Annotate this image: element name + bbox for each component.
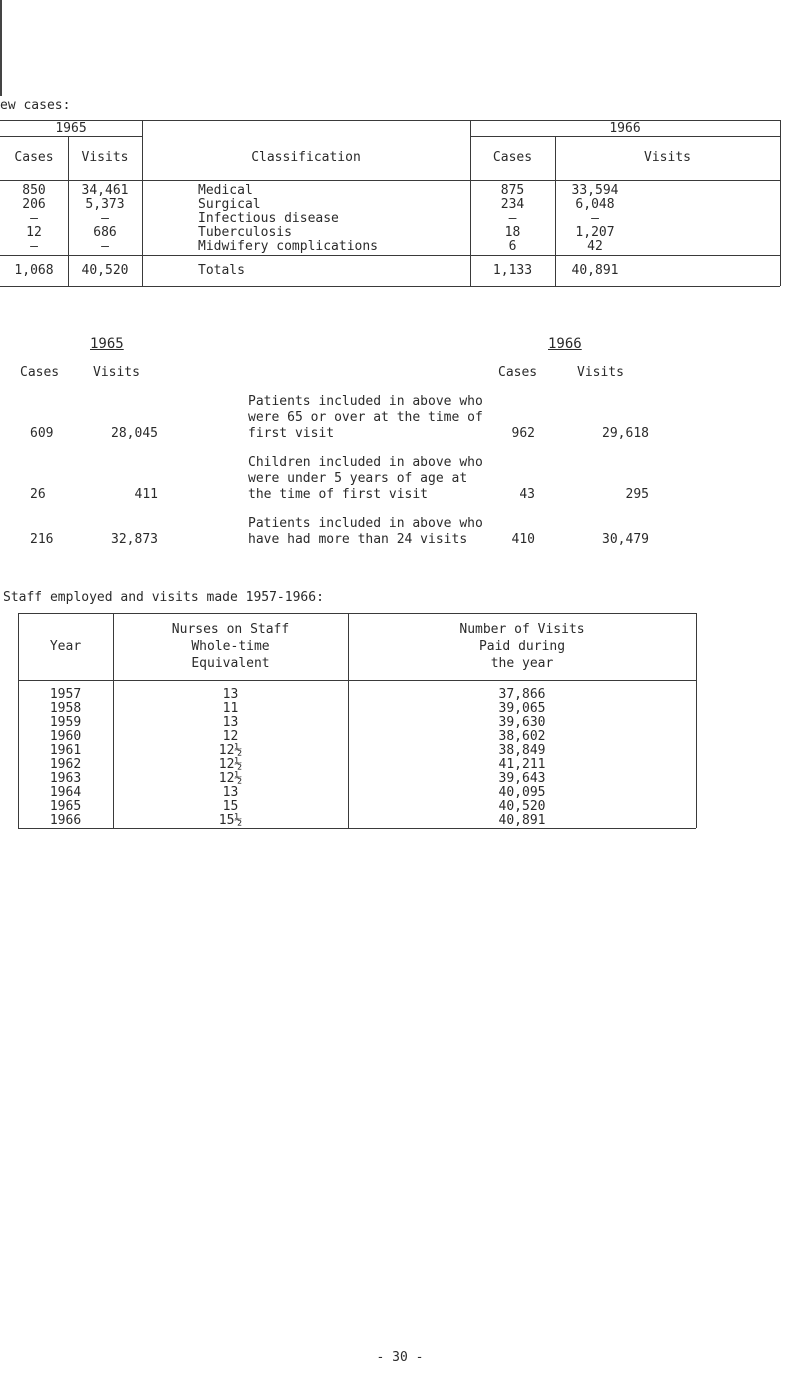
t2-top-rule	[18, 613, 696, 614]
s2-item-desc-line: Children included in above who	[248, 455, 483, 470]
t2-cell-year: 1961	[49, 743, 82, 758]
t1-cell-cases-1966: –	[508, 211, 517, 226]
staff-heading: Staff employed and visits made 1957-1966:	[3, 590, 324, 605]
t2-cell-nurses: 13	[222, 687, 239, 702]
t1-total-cases-1966: 1,133	[492, 263, 533, 278]
s2-item-desc-line: first visit	[248, 426, 335, 441]
s2-item-desc-line: were under 5 years of age at	[248, 471, 468, 486]
t2-cell-nurses: 15	[222, 799, 239, 814]
t2-cell-year: 1957	[49, 687, 82, 702]
t1-cell-cases-1966: 234	[500, 197, 525, 212]
t2-cell-visits: 39,630	[498, 715, 546, 730]
t1-vline-2	[142, 120, 143, 286]
t1-cell-cases-1965: –	[30, 211, 38, 226]
t2-cell-visits: 40,095	[498, 785, 546, 800]
s2-item-desc-line: the time of first visit	[248, 487, 429, 502]
t2-cell-nurses: 12½	[218, 757, 243, 772]
t2-header-rule	[18, 680, 696, 681]
t2-cell-nurses: 12½	[218, 771, 243, 786]
t2-col-year: Year	[49, 639, 82, 654]
t1-body-rule	[0, 255, 780, 256]
s2-item-desc-line: were 65 or over at the time of	[248, 410, 483, 425]
t2-cell-visits: 40,891	[498, 813, 546, 828]
t1-cell-visits-1966: 1,207	[575, 225, 615, 240]
t2-col-visits-line: the year	[490, 656, 554, 671]
t1-year-1966: 1966	[609, 121, 641, 136]
s2-item-cases-1966: 43	[519, 487, 535, 502]
t2-cell-nurses: 13	[222, 785, 239, 800]
intro-text: ew cases:	[0, 98, 71, 113]
s2-item-visits-1966: 295	[625, 487, 649, 502]
t1-cell-label: Infectious disease	[198, 211, 339, 226]
t2-cell-year: 1960	[49, 729, 82, 744]
t2-cell-visits: 39,643	[498, 771, 546, 786]
t2-cell-visits: 41,211	[498, 757, 546, 772]
t1-year-left-rule	[0, 136, 142, 137]
t2-bottom-rule	[18, 828, 696, 829]
t2-cell-visits: 37,866	[498, 687, 546, 702]
t2-vline-4	[696, 613, 697, 828]
t1-cell-cases-1965: 206	[22, 197, 46, 212]
t1-total-cases-1965: 1,068	[14, 263, 54, 278]
t2-cell-year: 1958	[49, 701, 82, 716]
t2-cell-year: 1965	[49, 799, 82, 814]
s2-col-cases-1965: Cases	[20, 365, 60, 380]
t1-col-classification: Classification	[251, 150, 361, 165]
s2-item-cases-1966: 962	[511, 426, 535, 441]
t2-cell-year: 1963	[49, 771, 82, 786]
t1-total-visits-1965: 40,520	[81, 263, 129, 278]
s2-col-cases-1966: Cases	[498, 365, 538, 380]
page-edge-bar	[0, 0, 2, 96]
t2-cell-nurses: 13	[222, 715, 239, 730]
s2-item-cases-1965: 26	[30, 487, 46, 502]
t1-cell-visits-1966: 42	[587, 239, 603, 254]
s2-year-1966: 1966	[548, 336, 582, 352]
t1-cell-label: Midwifery complications	[198, 239, 379, 254]
t2-cell-year: 1966	[49, 813, 82, 828]
s2-col-visits-1965: Visits	[93, 365, 140, 380]
t1-year-1965: 1965	[55, 121, 87, 136]
t1-total-label: Totals	[198, 263, 245, 278]
t1-cell-cases-1965: –	[30, 239, 38, 254]
t1-col-visits-1966: Visits	[644, 150, 691, 165]
s2-item-visits-1965: 411	[134, 487, 158, 502]
page-number: - 30 -	[376, 1350, 424, 1365]
s2-year-1965: 1965	[90, 336, 124, 352]
s2-item-cases-1965: 216	[30, 532, 54, 547]
t2-col-visits-line: Number of Visits	[459, 622, 585, 637]
s2-item-visits-1965: 32,873	[111, 532, 158, 547]
t2-cell-year: 1962	[49, 757, 82, 772]
t1-cell-visits-1965: 5,373	[85, 197, 125, 212]
t2-cell-nurses: 12½	[218, 743, 243, 758]
t1-cell-visits-1965: –	[101, 239, 109, 254]
t1-vline-5	[780, 120, 781, 286]
t1-cell-label: Tuberculosis	[198, 225, 292, 240]
t1-cell-cases-1965: 12	[26, 225, 42, 240]
t2-col-nurses-line: Whole-time	[191, 639, 270, 654]
t1-cell-visits-1966: 6,048	[575, 197, 615, 212]
s2-item-cases-1966: 410	[511, 532, 535, 547]
t1-cell-cases-1966: 18	[504, 225, 521, 240]
t1-cell-label: Medical	[198, 183, 253, 198]
t2-cell-visits: 38,849	[498, 743, 546, 758]
t2-cell-year: 1964	[49, 785, 82, 800]
t2-cell-nurses: 15½	[218, 813, 243, 828]
t1-bottom-rule	[0, 286, 780, 287]
s2-item-visits-1966: 30,479	[602, 532, 649, 547]
t2-col-nurses-line: Nurses on Staff	[171, 622, 290, 637]
t1-col-visits-1965: Visits	[81, 150, 129, 165]
t1-header-rule	[0, 180, 780, 181]
t2-cell-year: 1959	[49, 715, 82, 730]
t1-cell-visits-1965: 34,461	[81, 183, 129, 198]
s2-item-visits-1965: 28,045	[111, 426, 158, 441]
t1-cell-visits-1965: 686	[93, 225, 117, 240]
t2-col-nurses-line: Equivalent	[191, 656, 270, 671]
t1-cell-visits-1965: –	[101, 211, 109, 226]
t2-cell-nurses: 11	[222, 701, 239, 716]
s2-item-cases-1965: 609	[30, 426, 54, 441]
t1-year-right-rule	[470, 136, 780, 137]
t1-cell-label: Surgical	[198, 197, 261, 212]
t1-col-cases-1966: Cases	[492, 150, 533, 165]
t1-col-cases-1965: Cases	[14, 150, 54, 165]
t1-cell-visits-1966: 33,594	[571, 183, 619, 198]
t1-cell-cases-1965: 850	[22, 183, 46, 198]
t1-cell-cases-1966: 875	[500, 183, 525, 198]
t1-total-visits-1966: 40,891	[571, 263, 619, 278]
t2-cell-visits: 38,602	[498, 729, 546, 744]
s2-item-desc-line: Patients included in above who	[248, 394, 483, 409]
s2-item-desc-line: have had more than 24 visits	[248, 532, 468, 547]
t2-cell-visits: 39,065	[498, 701, 546, 716]
s2-item-desc-line: Patients included in above who	[248, 516, 483, 531]
s2-col-visits-1966: Visits	[577, 365, 624, 380]
t1-cell-visits-1966: –	[591, 211, 599, 226]
t2-cell-nurses: 12	[222, 729, 239, 744]
s2-item-visits-1966: 29,618	[602, 426, 649, 441]
t2-col-visits-line: Paid during	[478, 639, 566, 654]
t1-cell-cases-1966: 6	[508, 239, 517, 254]
t2-cell-visits: 40,520	[498, 799, 546, 814]
